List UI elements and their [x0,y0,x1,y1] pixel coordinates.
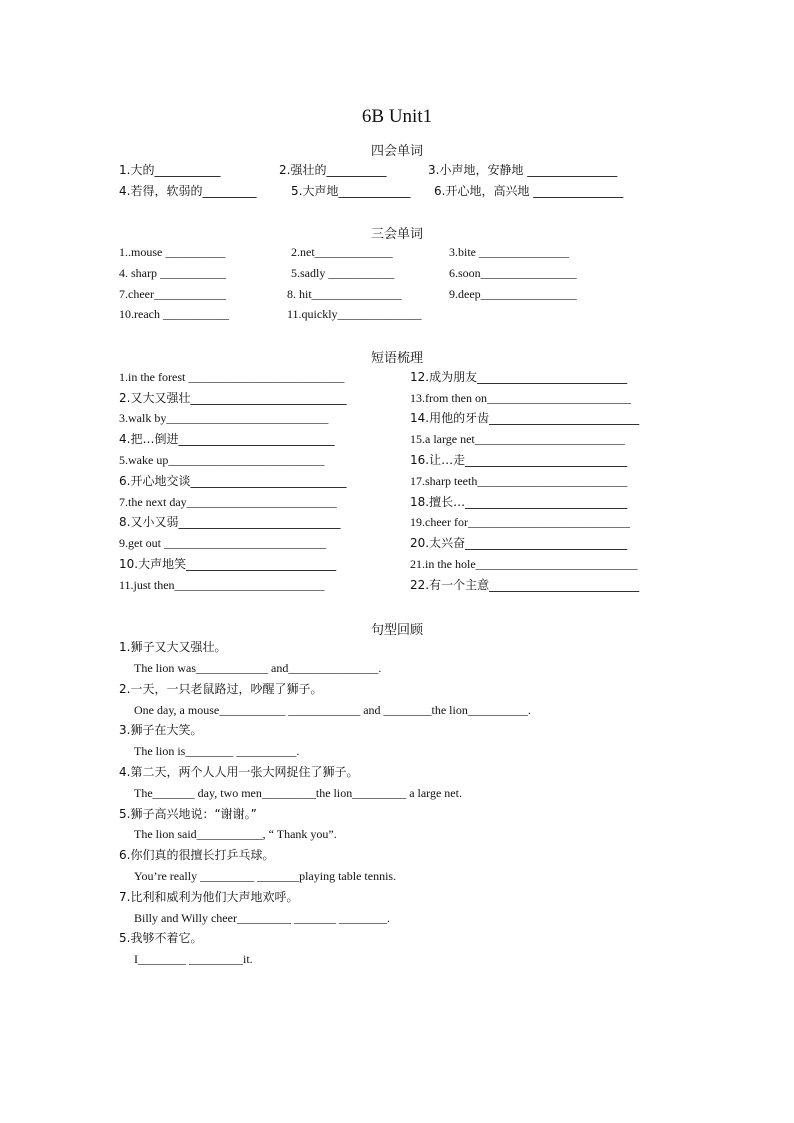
vocab-item: 9.deep________________ [449,287,577,301]
vocab-item: 3.小声地，安静地 _______________ [428,163,618,177]
section-heading-three-skill: 三会单词 [370,227,423,242]
sentence-prompt: 3.狮子在大笑。 [119,723,203,737]
vocab-item: 8. hit_______________ [287,287,402,301]
vocab-item: 1.大的___________ [119,163,221,177]
phrase-item: 6.开心地交谈__________________________ [119,474,347,488]
vocab-item: 10.reach ___________ [119,307,229,321]
sentence-answer: You’re really _________ _______playing table tennis. [134,869,397,883]
phrase-item: 15.a large net_________________________ [410,432,625,446]
phrase-item: 2.又大又强壮__________________________ [119,391,347,405]
section-heading-four-skill: 四会单词 [370,144,423,159]
phrase-item: 18.擅长…___________________________ [410,495,628,509]
section-heading-sentences: 句型回顾 [370,623,423,638]
phrase-item: 16.让…走___________________________ [410,453,628,467]
sentence-prompt: 1.狮子又大又强壮。 [119,640,227,654]
sentence-answer: One day, a mouse___________ ____________ and ________the lion__________. [134,703,531,717]
phrase-item: 13.from then on________________________ [410,391,631,405]
phrase-item: 19.cheer for___________________________ [410,515,630,529]
vocab-item: 1..mouse __________ [119,245,226,259]
sentence-answer: The lion was____________ and_______________. [134,661,382,675]
page-title: 6B Unit1 [361,106,433,127]
vocab-item: 2.net_____________ [291,245,393,259]
sentence-answer: The lion is________ __________. [134,744,300,758]
sentence-prompt: 5.我够不着它。 [119,931,203,945]
sentence-prompt: 6.你们真的很擅长打乒乓球。 [119,848,275,862]
vocab-item: 5.sadly ___________ [291,266,395,280]
vocab-item: 7.cheer____________ [119,287,226,301]
sentence-prompt: 2.一天，一只老鼠路过，吵醒了狮子。 [119,682,323,696]
vocab-item: 4. sharp ___________ [119,266,226,280]
phrase-item: 4.把…倒进__________________________ [119,432,335,446]
phrase-item: 22.有一个主意_________________________ [410,578,640,592]
phrase-item: 17.sharp teeth_________________________ [410,474,628,488]
vocab-item: 3.bite _______________ [449,245,569,259]
phrase-item: 14.用他的牙齿_________________________ [410,411,640,425]
section-heading-phrases: 短语梳理 [370,351,423,366]
phrase-item: 5.wake up__________________________ [119,453,325,467]
vocab-item: 5.大声地____________ [291,184,411,198]
phrase-item: 12.成为朋友_________________________ [410,370,628,384]
phrase-item: 8.又小又弱___________________________ [119,515,341,529]
sentence-answer: Billy and Willy cheer_________ _______ ________. [134,911,390,925]
phrase-item: 21.in the hole___________________________ [410,557,638,571]
vocab-item: 6.开心地，高兴地 _______________ [434,184,624,198]
sentence-answer: The lion said___________, “ Thank you”. [134,827,337,841]
sentence-prompt: 5.狮子高兴地说：“谢谢。” [119,807,257,821]
phrase-item: 3.walk by___________________________ [119,411,329,425]
phrase-item: 7.the next day_________________________ [119,495,337,509]
phrase-item: 9.get out ___________________________ [119,536,326,550]
phrase-item: 10.大声地笑_________________________ [119,557,337,571]
sentence-prompt: 4.第二天，两个人人用一张大网捉住了狮子。 [119,765,359,779]
vocab-item: 2.强壮的__________ [279,163,387,177]
phrase-item: 11.just then_________________________ [119,578,325,592]
sentence-answer: The_______ day, two men_________the lion_________ a large net. [134,786,462,800]
phrase-item: 20.太兴奋___________________________ [410,536,628,550]
vocab-item: 4.若得，软弱的_________ [119,184,257,198]
vocab-item: 11.quickly______________ [287,307,422,321]
phrase-item: 1.in the forest __________________________ [119,370,345,384]
sentence-prompt: 7.比利和威利为他们大声地欢呼。 [119,890,299,904]
sentence-answer: I________ _________it. [134,952,253,966]
vocab-item: 6.soon________________ [449,266,577,280]
